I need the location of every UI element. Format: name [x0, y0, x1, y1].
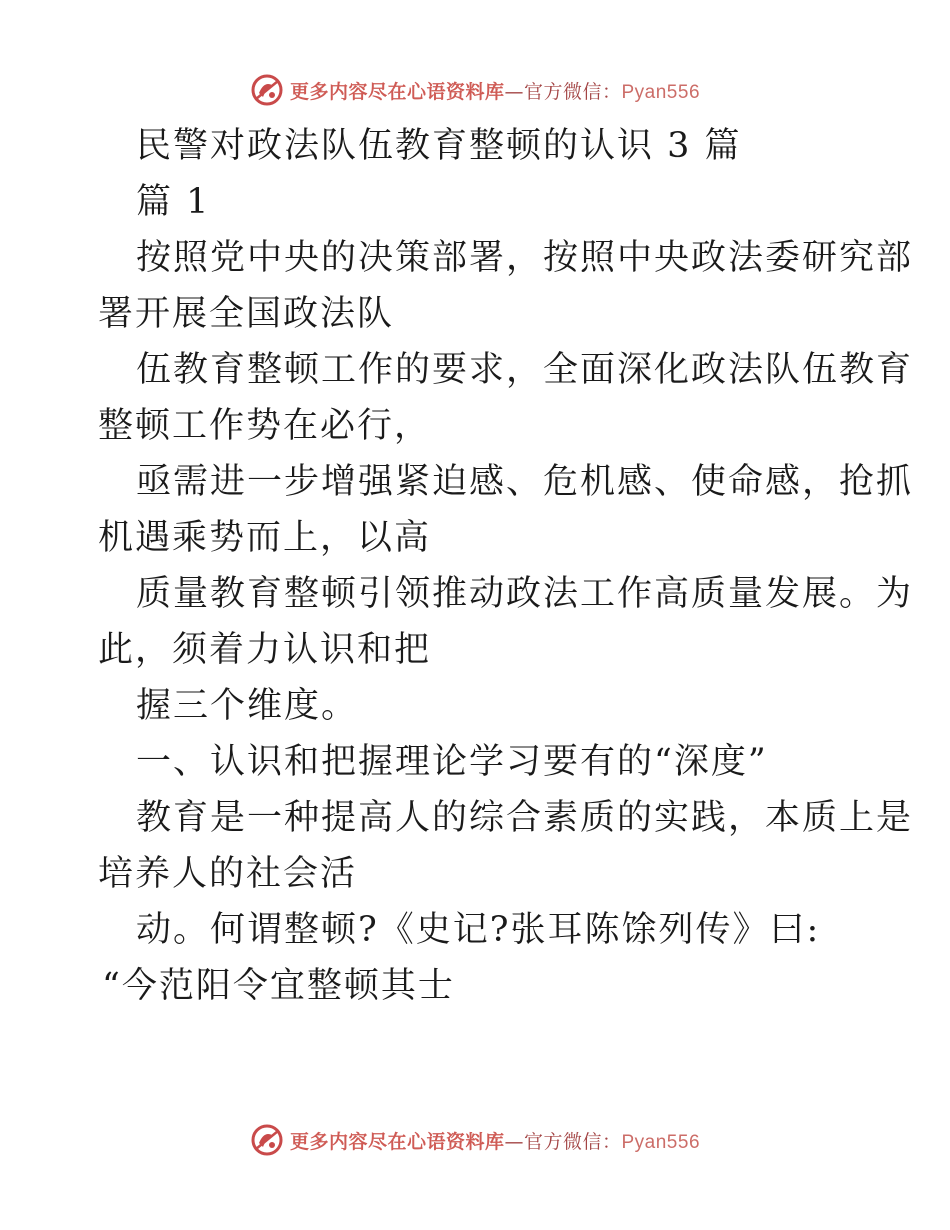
document-body [98, 118, 914, 1014]
watermark-channel: 官方微信： [523, 1130, 622, 1153]
watermark-id: Pyan556 [621, 81, 701, 103]
signature-logo-icon [250, 73, 284, 107]
paragraph-line: 按照党中央的决策部署，按照中央政法委研究部 [136, 238, 914, 278]
watermark-id: Pyan556 [621, 1131, 701, 1153]
watermark-text [290, 77, 700, 104]
paragraph-line: 此，须着力认识和把 [98, 630, 432, 670]
paragraph-line: 质量教育整顿引领推动政法工作高质量发展。为 [136, 574, 914, 614]
subheading-line: 一、认识和把握理论学习要有的“深度” [136, 742, 768, 782]
watermark-text [290, 1127, 700, 1154]
paragraph-line: 动。何谓整顿?《史记?张耳陈馀列传》曰: [136, 910, 821, 950]
paragraph-line: 培养人的社会活 [98, 854, 358, 894]
document-title: 民警对政法队伍教育整顿的认识 3 篇 [136, 126, 742, 166]
watermark-dash: — [504, 80, 524, 103]
paragraph-line: 整顿工作势在必行， [98, 406, 432, 446]
paragraph-line: 握三个维度。 [136, 686, 359, 726]
signature-logo-icon [250, 1123, 284, 1157]
watermark-channel: 官方微信： [523, 80, 622, 103]
paragraph-line: 亟需进一步增强紧迫感、危机感、使命感，抢抓 [136, 462, 914, 502]
paragraph-line: 署开展全国政法队 [98, 294, 395, 334]
watermark-main: 更多内容尽在心语资料库 [289, 1130, 505, 1153]
watermark-banner-bottom [0, 1120, 950, 1160]
paragraph-line: 教育是一种提高人的综合素质的实践，本质上是 [136, 798, 914, 838]
paragraph-line: 机遇乘势而上，以高 [98, 518, 432, 558]
watermark-banner-top [0, 70, 950, 110]
paragraph-line: “今范阳令宜整顿其士 [102, 966, 455, 1006]
paragraph-line: 伍教育整顿工作的要求，全面深化政法队伍教育 [136, 350, 914, 390]
section-heading: 篇 1 [136, 182, 211, 222]
watermark-dash: — [504, 1130, 524, 1153]
watermark-main: 更多内容尽在心语资料库 [289, 80, 505, 103]
